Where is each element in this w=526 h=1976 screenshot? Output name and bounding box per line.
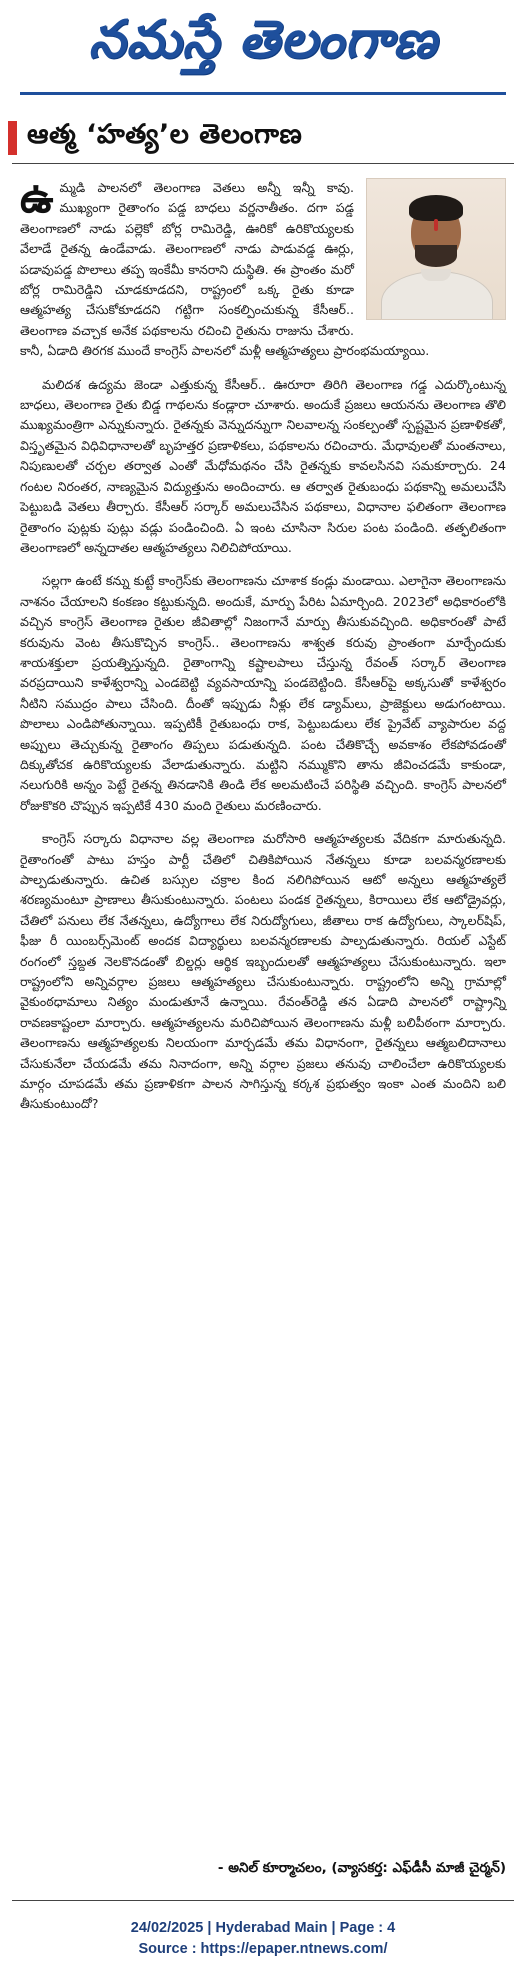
photo-hair xyxy=(409,195,463,221)
masthead-rule xyxy=(20,92,506,95)
photo-beard xyxy=(415,245,457,267)
paragraph-text: మ్మడి పాలనలో తెలంగాణ వెతలు అన్నీ ఇన్నీ కావు. ముఖ్యంగా రైతాంగం పడ్డ బాధలు వర్ణనాతీతం. దగా పడ్డ తెలంగాణలో నాడు పల్లెకో బోర్ల రామిరెడ్డి, ఊరికో ఉరికొయ్యలకు వేలాడే రైతన్న ఉండేవాడు. తెలంగాణలో నాడు పాడువడ్డ ఊర్లు, పడావుపడ్డ పొలాలు తప్ప ఇంకేమీ కానరాని దుస్థితి. ఈ ప్రాంతం మరో బోర్ల రామిరెడ్డిని చూడకూడదని, రాష్ట్రంలో ఒక్క రైతు కూడా ఆత్మహత్య చేసుకోకూడదని గట్టిగా సంకల్పించుకున్న కేసీఆర్.. తెలంగాణ వచ్చాక అనేక పథకాలను రచించి రైతును రాజును చేశారు. కానీ, ఏడాది తిరగక ముందే కాంగ్రెస్ పాలనలో మళ్లీ ఆత్మహత్యలు ప్రారంభమయ్యాయి. xyxy=(20,180,430,359)
article-headline: ఆత్మ ‘హత్య’ల తెలంగాణ xyxy=(27,119,303,150)
edition-info: 24/02/2025 | Hyderabad Main | Page : 4 xyxy=(130,1920,396,1936)
article-paragraph: మలిదశ ఉద్యమ జెండా ఎత్తుకున్న కేసీఆర్.. ఊరూరా తిరిగి తెలంగాణ గడ్డ ఎదుర్కొంటున్న బాధలు, తెలంగాణ రైతు బిడ్డ గాథలను కండ్లారా చూశారు. అందుకే ప్రజలు ఆయనను తెలంగాణ తొలి ముఖ్యమంత్రిగా ఎన్నుకున్నారు. రైతన్నకు వెన్నుదన్నుగా నిలవాలన్న సంకల్పంతో స్పష్టమైన ప్రణాళికతో, విస్తృతమైన విధివిధానాలతో బృహత్తర ప్రణాళికలు, పథకాలను రచించారు. మేధావులతో మంతనాలు, నిపుణులతో చర్చల తర్వాత ఎంతో మేధోమథనం చేసి రైతన్నకు కావలసినవి సమకూర్చారు. 24 గంటల నిరంతర, నాణ్యమైన విద్యుత్తును అందించారు. ఆ తర్వాత రైతుబంధు పథకాన్ని అమలుచేసి పెట్టుబడి వెతలు తీర్చారు. కేసీఆర్ సర్కార్ అమలుచేసిన పథకాలు, విధానాల ఫలితంగా తెలంగాణ రైతాంగం పుట్లకు పుట్లు వడ్లు పండించింది. ఏ ఇంట చూసినా సిరుల పంట పండింది. తత్ఫలితంగా తెలంగాణలో అన్నదాతల ఆత్మహత్యలు నిలిచిపోయాయి. xyxy=(20,376,506,555)
photo-collar xyxy=(421,269,451,281)
masthead-title: నమస్తే తెలంగాణ xyxy=(88,9,438,70)
headline-divider xyxy=(12,163,514,164)
photo-tilak xyxy=(434,219,438,231)
author-photo xyxy=(366,178,506,320)
headline xyxy=(8,118,518,158)
article-paragraph: కాంగ్రెస్ సర్కారు విధానాల వల్ల తెలంగాణ మరోసారి ఆత్మహత్యలకు వేదికగా మారుతున్నది. రైతాంగంతో పాటు హస్తం పార్టీ చేతిలో చితికిపోయిన నేతన్నలు కూడా బలవన్మరణాలకు పాల్పడుతున్నారు. ఉచిత బస్సుల చక్రాల కింద నలిగిపోయిన ఆటో అన్నలు ఆత్మహత్యలే శరణ్యమంటూ ప్రాణాలు తీసుకుంటున్నారు. పంటలు పండక రైతన్నలు, కిరాయిలు లేక ఆటోడ్రైవర్లు, చేతిలో పనులు లేక నేతన్నలు, ఉద్యోగాలు లేక నిరుద్యోగులు, జీతాలు రాక ఉద్యోగులు, స్కాలర్‌షిప్, ఫీజు రీ యింబర్స్‌మెంట్ అందక విద్యార్థులు బలవన్మరణాలకు పాల్పడుతున్నారు. రియల్ ఎస్టేట్ రంగంలో స్తబ్దత నెలకొనడంతో బిల్డర్లు ఆర్థిక ఇబ్బందులతో ఆత్మహత్యలు చేసుకుంటున్నారు. ఇలా రాష్ట్రంలోని అన్నివర్గాల ప్రజలు ఆత్మహత్యలు చేసుకుంటున్నారు. రాష్ట్రంలోని అన్ని గ్రామాల్లో వైకుంఠధామాలు నిత్యం మండుతూనే ఉన్నాయి. రేవంత్‌రెడ్డి తన ఏడాది పాలనలో రాష్ట్రాన్ని రావణకాష్టంలా మార్చారు. ఆత్మహత్యలను మరిచిపోయిన తెలంగాణను మళ్లీ బలిపీఠంగా మార్చారు. తెలంగాణను ఆత్మహత్యలకు నిలయంగా మార్చడమే తమ విధానంగా, రైతన్నలు ఆత్మబలిదానాలు చేసుకునేలా చేయడమే తమ నినాదంగా, అన్ని వర్గాల ప్రజలు తనువు చాలించేలా ఉరికొయ్యలకు మార్గం చూపడమే తమ ప్రణాళికగా పాలన సాగిస్తున్న కర్కశ ప్రభుత్వం ఇంకా ఎంత మందిని బలి తీసుకుంటుందో? xyxy=(20,831,506,1112)
masthead xyxy=(0,0,526,92)
footer xyxy=(0,1918,526,1960)
source-link[interactable]: Source : https://epaper.ntnews.com/ xyxy=(138,1941,388,1957)
headline-accent-bar xyxy=(8,121,17,155)
author-signature: - అనిల్ కూర్మాచలం, (వ్యాసకర్త: ఎఫ్‌డీసీ మాజీ చైర్మన్) xyxy=(217,1860,506,1876)
footer-divider xyxy=(12,1900,514,1901)
drop-cap: ఉ xyxy=(20,173,54,222)
article-body xyxy=(20,173,506,1128)
article-paragraph: సల్లగా ఉంటే కన్ను కుట్టే కాంగ్రెస్‌కు తెలంగాణను చూశాక కండ్లు మండాయి. ఎలాగైనా తెలంగాణను నాశనం చేయాలని కంకణం కట్టుకున్నది. అందుకే, మార్పు పేరిట ఏమార్చింది. 2023లో అధికారంలోకి వచ్చిన కాంగ్రెస్ తెలంగాణ రైతుల జీవితాల్లో నిజంగానే మార్పు తీసుకువచ్చింది. అధికారంతో పాటే కరువును వెంట తీసుకొచ్చిన కాంగ్రెస్.. తెలంగాణను శాశ్వత కరువు ప్రాంతంగా మార్చేందుకు శాయశక్తులా ప్రయత్నిస్తున్నది. రైతాంగాన్ని కష్టాలపాలు చేస్తున్న రేవంత్ సర్కార్ తెలంగాణ వరప్రదాయిని కాళేశ్వరాన్ని ఎండబెట్టి వ్యవసాయాన్ని పండబెట్టింది. కేసీఆర్‌పై అక్కసుతో కాళేశ్వరం నీటిని సముద్రం పాలు చేసింది. దీంతో ఇప్పుడు నీళ్లు లేక డ్యామ్‌లు, ప్రాజెక్టులు అడుగంటాయి. పొలాలు ఎండిపోతున్నాయి. ఇప్పటికీ రైతుబంధు రాక, పెట్టుబడులు లేక ప్రైవేట్ వ్యాపారుల వద్ద అప్పులు తెచ్చుకున్న రైతాంగం తిప్పలు పడుతున్నది. పంట చేతికొచ్చే అవకాశం లేకపోవడంతో దిక్కుతోచక ఉరికొయ్యలకు వేలాడుతున్నారు. మట్టిని నమ్ముకొని తాను జీవించడమే కాకుండా, నలుగురికి అన్నం పెట్టే రైతన్న తినడానికి తిండి లేక అలమటించే పరిస్థితి వచ్చింది. కాంగ్రెస్ పాలనలో రోజుకొకరి చొప్పున ఇప్పటికే 430 మంది రైతులు మరణించారు. xyxy=(20,573,506,813)
